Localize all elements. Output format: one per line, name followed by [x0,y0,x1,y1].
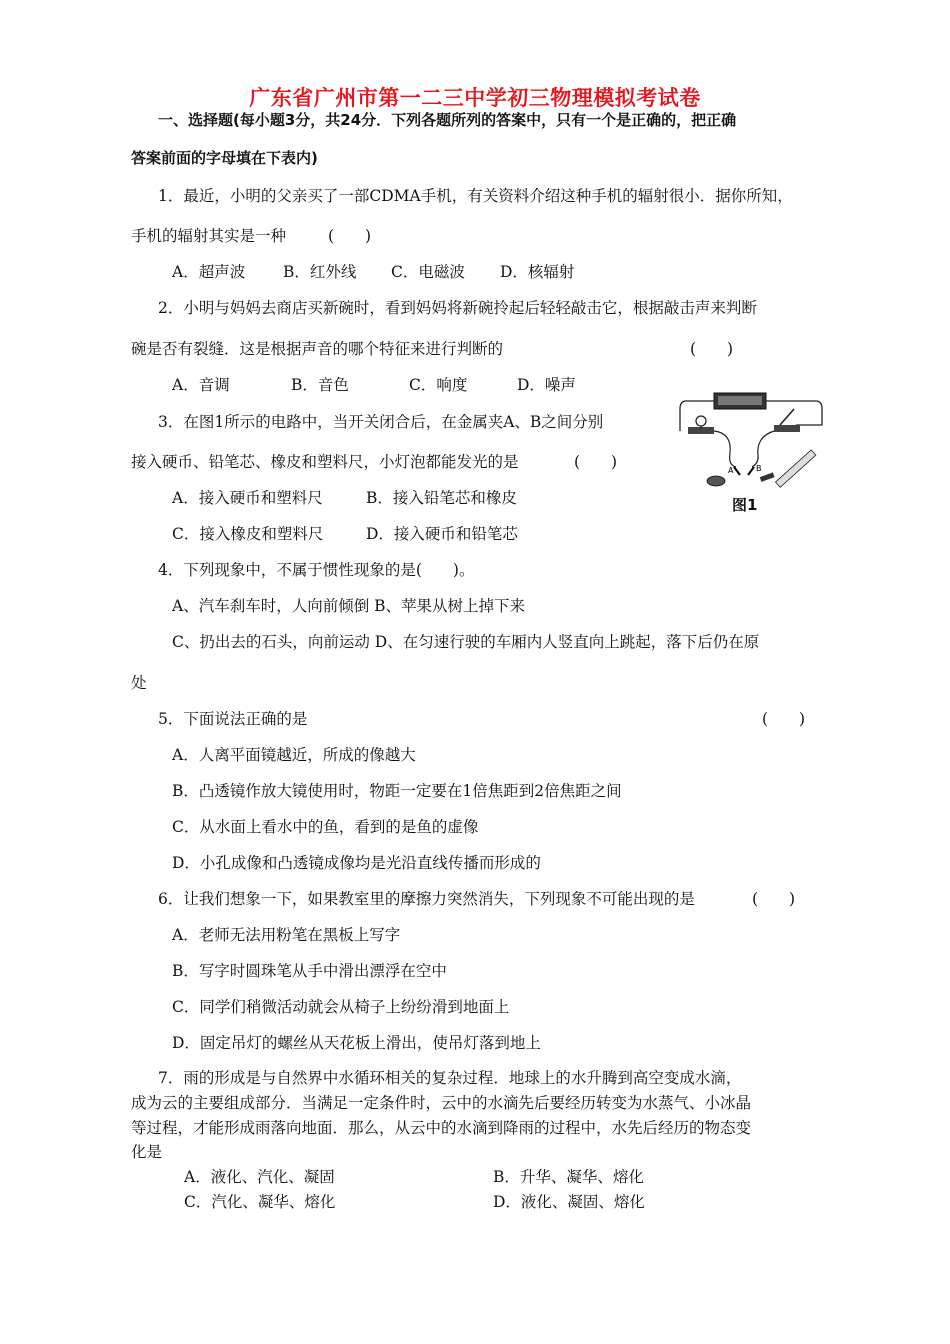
page-title: 广东省广州市第一二三中学初三物理模拟考试卷 [249,86,701,110]
q5-option-d: D．小孔成像和凸透镜成像均是光沿直线传播而形成的 [172,854,541,872]
wire-left [680,401,714,431]
clip-a [734,467,740,475]
q2-option-c: C．响度 [409,376,468,394]
q3-option-b: B．接入铅笔芯和橡皮 [366,489,517,507]
q7-option-c: C．汽化、凝华、熔化 [184,1193,336,1211]
q4-options-cd: C、扔出去的石头，向前运动 D、在匀速行驶的车厢内人竖直向上跳起，落下后仍在原 [172,633,760,651]
bulb [696,416,706,426]
ruler [775,450,815,487]
wire-right [766,401,822,425]
wire-to-clip-b [752,431,774,467]
q5-answer-blank: ( ) [762,710,806,728]
switch-base [774,425,800,432]
coin [707,476,725,486]
q3-option-d: D．接入硬币和铅笔芯 [366,525,518,543]
q6-option-d: D．固定吊灯的螺丝从天花板上滑出，使吊灯落到地上 [172,1034,541,1052]
q7-stem-line2: 成为云的主要组成部分．当满足一定条件时，云中的水滴先后要经历转变为水蒸气、小冰晶 [131,1094,752,1112]
q5-option-c: C．从水面上看水中的鱼，看到的是鱼的虚像 [172,818,479,836]
q2-option-d: D．噪声 [517,376,576,394]
q4-options-ab: A、汽车刹车时，人向前倾倒 B、苹果从树上掉下来 [172,597,526,615]
q1-stem-line1: 1．最近，小明的父亲买了一部CDMA手机，有关资料介绍这种手机的辐射很小．据你所知， [158,187,793,205]
figure-caption: 图1 [732,496,758,514]
q6-answer-blank: ( ) [752,890,796,908]
q7-stem-line1: 7．雨的形成是与自然界中水循环相关的复杂过程．地球上的水升腾到高空变成水滴， [158,1069,742,1087]
q1-stem-line2: 手机的辐射其实是一种 [131,227,287,245]
clip-b-label: B [756,464,762,473]
section-heading-line1: 一、选择题(每小题3分，共24分．下列各题所列的答案中，只有一个是正确的，把正确 [158,111,737,129]
q7-stem-line3: 等过程，才能形成雨落向地面．那么，从云中的水滴到降雨的过程中，水先后经历的物态变 [131,1119,752,1137]
battery-cells [718,396,762,405]
q7-option-b: B．升华、凝华、熔化 [493,1168,644,1186]
q5-stem: 5．下面说法正确的是 [158,710,308,728]
q6-option-b: B．写字时圆珠笔从手中滑出漂浮在空中 [172,962,447,980]
q3-stem-line1: 3．在图1所示的电路中，当开关闭合后，在金属夹A、B之间分别 [158,413,604,431]
q2-option-a: A．音调 [172,376,230,394]
q2-option-b: B．音色 [291,376,349,394]
clip-b [748,467,754,475]
q1-option-d: D．核辐射 [500,263,575,281]
q3-option-c: C．接入橡皮和塑料尺 [172,525,324,543]
q5-option-b: B．凸透镜作放大镜使用时，物距一定要在1倍焦距到2倍焦距之间 [172,782,622,800]
q2-stem-line1: 2．小明与妈妈去商店买新碗时，看到妈妈将新碗拎起后轻轻敲击它，根据敲击声来判断 [158,299,757,317]
q5-option-a: A．人离平面镜越近，所成的像越大 [172,746,416,764]
q3-stem-line2: 接入硬币、铅笔芯、橡皮和塑料尺，小灯泡都能发光的是 [131,453,519,471]
q2-stem-line2: 碗是否有裂缝．这是根据声音的哪个特征来进行判断的 [131,340,504,358]
pencil-lead [760,472,775,481]
q6-stem: 6．让我们想象一下，如果教室里的摩擦力突然消失，下列现象不可能出现的是 [158,890,695,908]
q2-answer-blank: ( ) [690,340,734,358]
wire-to-clip-a [714,431,736,467]
q3-answer-blank: ( ) [574,453,618,471]
q7-option-d: D．液化、凝固、熔化 [493,1193,645,1211]
switch-lever [780,409,794,425]
q6-option-a: A．老师无法用粉笔在黑板上写字 [172,926,401,944]
q4-options-cd-cont: 处 [131,674,147,692]
q4-stem: 4．下列现象中，不属于惯性现象的是( )。 [158,561,475,579]
q1-option-c: C．电磁波 [391,263,465,281]
q1-answer-blank: ( ) [328,227,372,245]
q7-option-a: A．液化、汽化、凝固 [184,1168,335,1186]
q3-option-a: A．接入硬币和塑料尺 [172,489,323,507]
section-heading-line2: 答案前面的字母填在下表内) [131,149,318,167]
q7-stem-line4: 化是 [131,1143,163,1161]
q1-option-b: B．红外线 [283,263,357,281]
q1-option-a: A．超声波 [172,263,246,281]
q6-option-c: C．同学们稍微活动就会从椅子上纷纷滑到地面上 [172,998,510,1016]
clip-a-label: A [728,466,734,475]
